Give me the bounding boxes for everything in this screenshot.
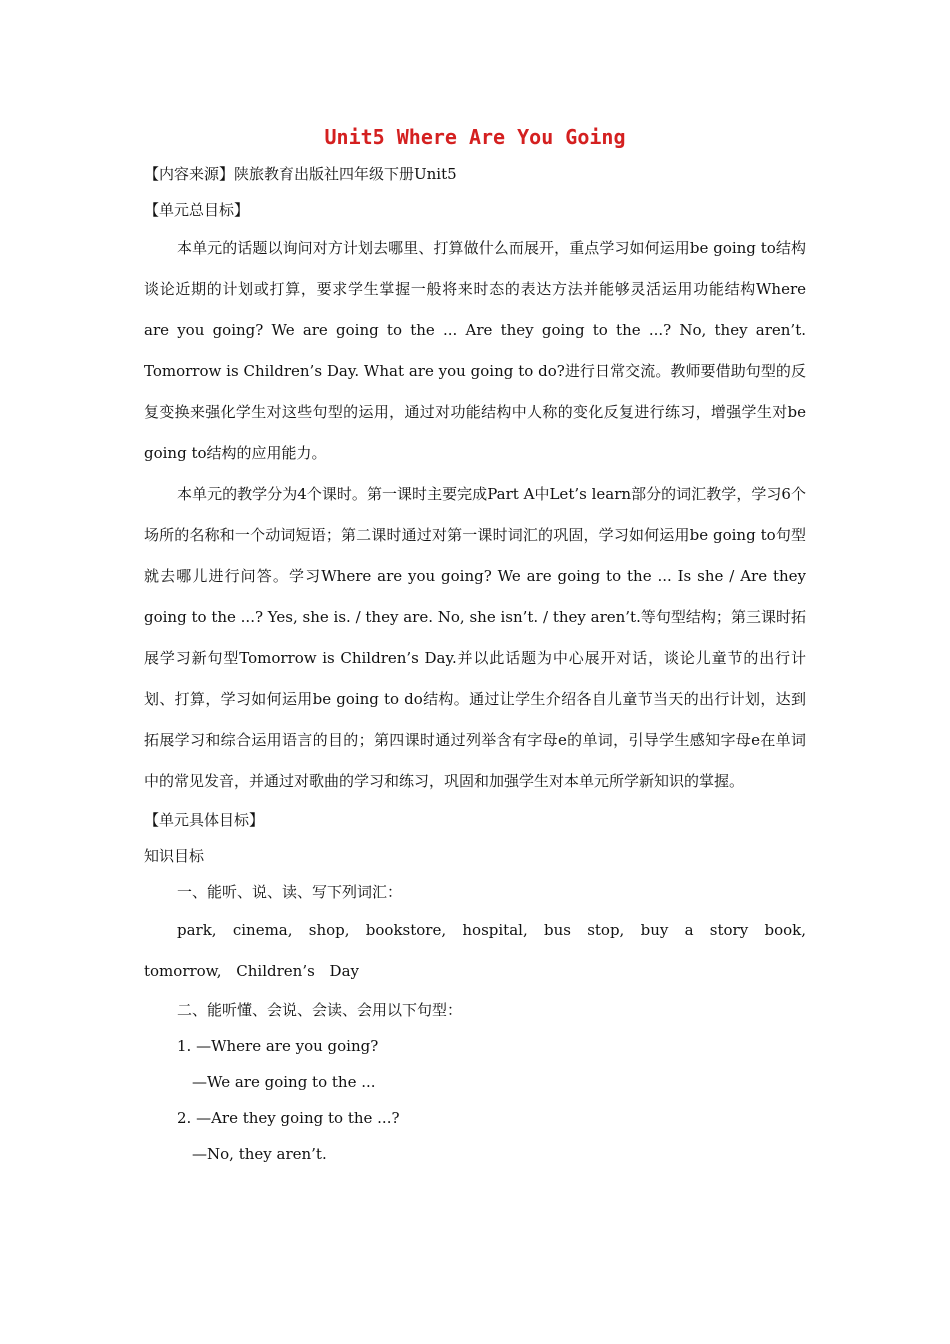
vocab-list: park, cinema, shop, bookstore, hospital, bus stop, buy a story book, tomorrow, Children’s Day [144,921,806,980]
knowledge-goals-heading: 知识目标 [144,847,205,865]
vocab-item-heading: 一、能听、说、读、写下列词汇： [177,883,403,901]
overall-goals-paragraph-1: 本单元的话题以询问对方计划去哪里、打算做什么而展开，重点学习如何运用be going to结构谈论近期的计划或打算，要求学生掌握一般将来时态的表达方法并能够灵活运用功能结构Where are you going? We are going to the ... Are they going to the ...? No, they aren’t. Tomorrow is Children’s Day. What are you going to do?进行日常交流。教师要借助句型的反复变换来强化学生对这些句型的运用，通过对功能结构中人称的变化反复进行练习，增强学生对be going to结构的应用能力。 [144,239,806,462]
sentence-2-answer: —No, they aren’t. [192,1145,327,1163]
document-page [144,118,806,1172]
specific-goals-heading: 【单元具体目标】 [144,811,265,829]
sentence-1-answer: —We are going to the ... [192,1073,376,1091]
overall-goals-paragraph-2: 本单元的教学分为4个课时。第一课时主要完成Part A中Let’s learn部分的词汇教学，学习6个场所的名称和一个动词短语；第二课时通过对第一课时词汇的巩固，学习如何运用be going to句型就去哪儿进行问答。学习Where are you going? We are going to the ... Is she / Are they going to the ...? Yes, she is. / they are. No, she isn’t. / they aren’t.等句型结构；第三课时拓展学习新句型Tomorrow is Children’s Day.并以此话题为中心展开对话，谈论儿童节的出行计划、打算，学习如何运用be going to do结构。通过让学生介绍各自儿童节当天的出行计划，达到拓展学习和综合运用语言的目的；第四课时通过列举含有字母e的单词，引导学生感知字母e在单词中的常见发音，并通过对歌曲的学习和练习，巩固和加强学生对本单元所学新知识的掌握。 [144,485,806,790]
source-line: 【内容来源】陕旅教育出版社四年级下册Unit5 [144,165,457,183]
sentence-1-question: 1. —Where are you going? [177,1037,379,1055]
overall-goals-heading: 【单元总目标】 [144,201,250,219]
sentence-item-heading: 二、能听懂、会说、会读、会用以下句型： [177,1001,463,1019]
sentence-2-question: 2. —Are they going to the ...? [177,1109,400,1127]
document-title: Unit5 Where Are You Going [324,125,626,149]
